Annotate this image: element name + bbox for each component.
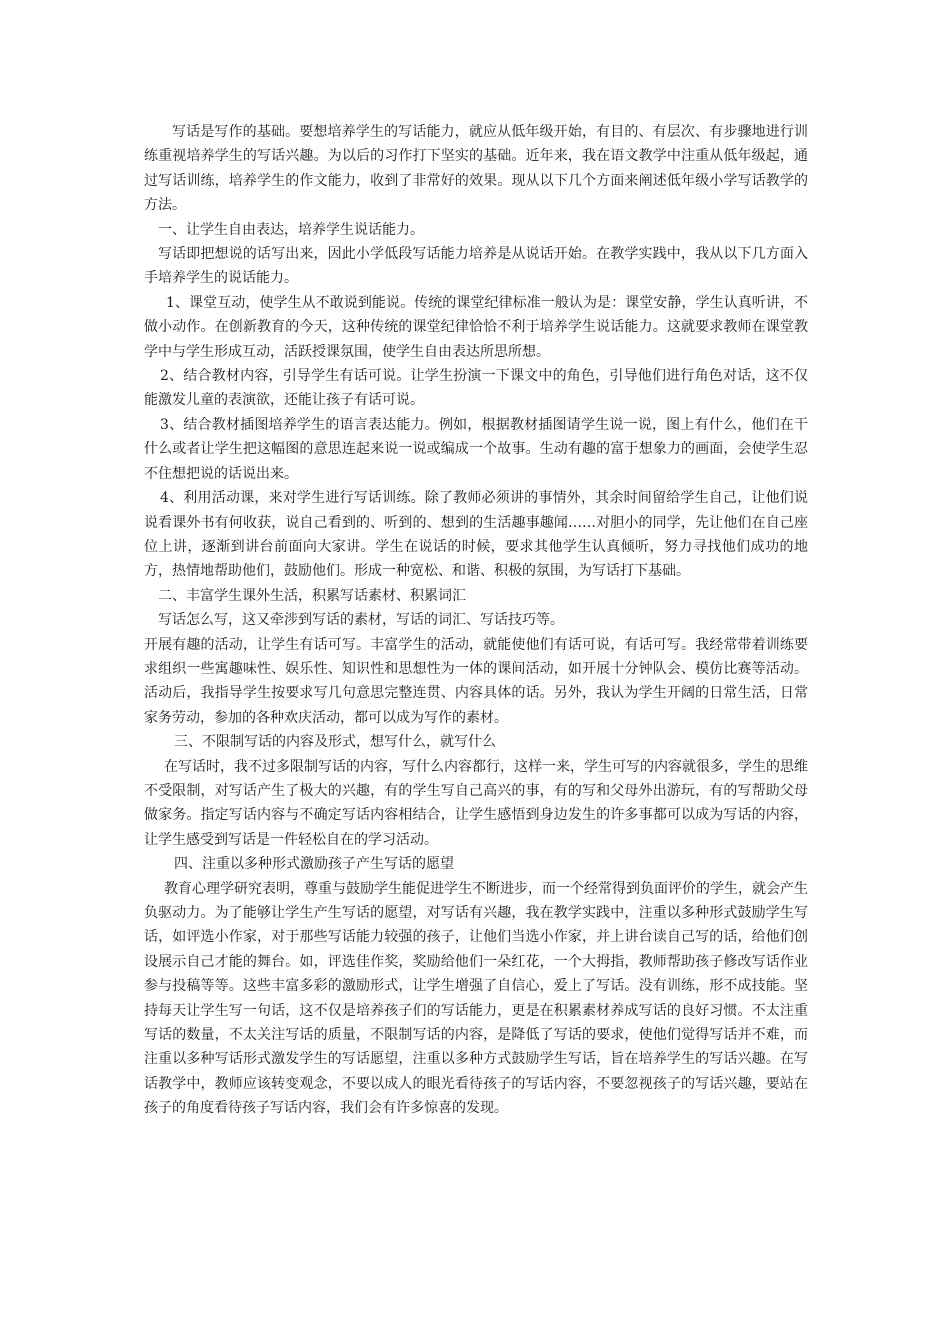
section-heading-1: 一、让学生自由表达，培养学生说话能力。: [158, 221, 424, 238]
section-heading-3: 三、不限制写话的内容及形式，想写什么，就写什么: [174, 734, 496, 751]
section-heading-2: 二、丰富学生课外生活，积累写话素材、积累词汇: [158, 587, 466, 604]
section-heading-4: 四、注重以多种形式激励孩子产生写话的愿望: [174, 856, 454, 873]
section-1-item-2: 2、结合教材内容，引导学生有话可说。让学生扮演一下课文中的角色，引导他们进行角色对话，这不仅能激发儿童的表演欲，还能让孩子有话可说。: [144, 368, 808, 409]
document-body: [144, 120, 808, 1121]
section-1-item-4: 4、利用活动课，来对学生进行写话训练。除了教师必须讲的事情外，其余时间留给学生自己，让他们说说看课外书有何收获，说自己看到的、听到的、想到的生活趣事趣闻……对胆小的同学，先让他们在自己座位上讲，逐渐到讲台前面向大家讲。学生在说话的时候，要求其他学生认真倾听，努力寻找他们成功的地方，热情地帮助他们，鼓励他们。形成一种宽松、和谐、积极的氛围，为写话打下基础。: [144, 490, 808, 580]
section-2-paragraph-2: 开展有趣的活动，让学生有话可写。丰富学生的活动，就能使他们有话可说，有话可写。我经常带着训练要求组织一些寓趣味性、娱乐性、知识性和思想性为一体的课间活动，如开展十分钟队会、模仿比赛等活动。活动后，我指导学生按要求写几句意思完整连贯、内容具体的话。另外，我认为学生开阔的日常生活，日常家务劳动，参加的各种欢庆活动，都可以成为写作的素材。: [144, 636, 808, 726]
intro-paragraph: 写话是写作的基础。要想培养学生的写话能力，就应从低年级开始，有目的、有层次、有步骤地进行训练重视培养学生的写话兴趣。为以后的习作打下坚实的基础。近年来，我在语文教学中注重从低年级起，通过写话训练，培养学生的作文能力，收到了非常好的效果。现从以下几个方面来阐述低年级小学写话教学的方法。: [144, 124, 808, 214]
section-1-paragraph: 写话即把想说的话写出来，因此小学低段写话能力培养是从说话开始。在教学实践中，我从以下几方面入手培养学生的说话能力。: [144, 246, 808, 287]
section-2-paragraph-1: 写话怎么写，这又牵涉到写话的素材，写话的词汇、写话技巧等。: [158, 612, 564, 629]
section-1-item-1: 1、课堂互动，使学生从不敢说到能说。传统的课堂纪律标准一般认为是：课堂安静，学生认真听讲，不做小动作。在创新教育的今天，这种传统的课堂纪律恰恰不利于培养学生说话能力。这就要求教师在课堂教学中与学生形成互动，活跃授课氛围，使学生自由表达所思所想。: [144, 294, 808, 360]
section-4-paragraph: 教育心理学研究表明，尊重与鼓励学生能促进学生不断进步，而一个经常得到负面评价的学生，就会产生负驱动力。为了能够让学生产生写话的愿望，对写话有兴趣，我在教学实践中，注重以多种形式鼓励学生写话，如评选小作家，对于那些写话能力较强的孩子，让他们当选小作家，并上讲台读自己写的话，给他们创设展示自己才能的舞台。如，评选佳作奖，奖励给他们一朵红花，一个大拇指，教师帮助孩子修改写话作业参与投稿等等。这些丰富多彩的激励形式，让学生增强了自信心，爱上了写话。没有训练，形不成技能。坚持每天让学生写一句话，这不仅是培养孩子们的写话能力，更是在积累素材养成写话的良好习惯。不太注重写话的数量，不太关注写话的质量，不限制写话的内容，是降低了写话的要求，使他们觉得写话并不难，而注重以多种写话形式激发学生的写话愿望，注重以多种方式鼓励学生写话，旨在培养学生的写话兴趣。在写话教学中，教师应该转变观念，不要以成人的眼光看待孩子的写话内容，不要忽视孩子的写话兴趣，要站在孩子的角度看待孩子写话内容，我们会有许多惊喜的发现。: [144, 880, 808, 1117]
section-3-paragraph: 在写话时，我不过多限制写话的内容，写什么内容都行，这样一来，学生可写的内容就很多，学生的思维不受限制，对写话产生了极大的兴趣，有的学生写自己高兴的事，有的写和父母外出游玩，有的写帮助父母做家务。指定写话内容与不确定写话内容相结合，让学生感悟到身边发生的许多事都可以成为写话的内容，让学生感受到写话是一件轻松自在的学习活动。: [144, 758, 808, 848]
section-1-item-3: 3、结合教材插图培养学生的语言表达能力。例如，根据教材插图请学生说一说，图上有什么，他们在干什么或者让学生把这幅图的意思连起来说一说或编成一个故事。生动有趣的富于想象力的画面，会使学生忍不住想把说的话说出来。: [144, 416, 808, 482]
